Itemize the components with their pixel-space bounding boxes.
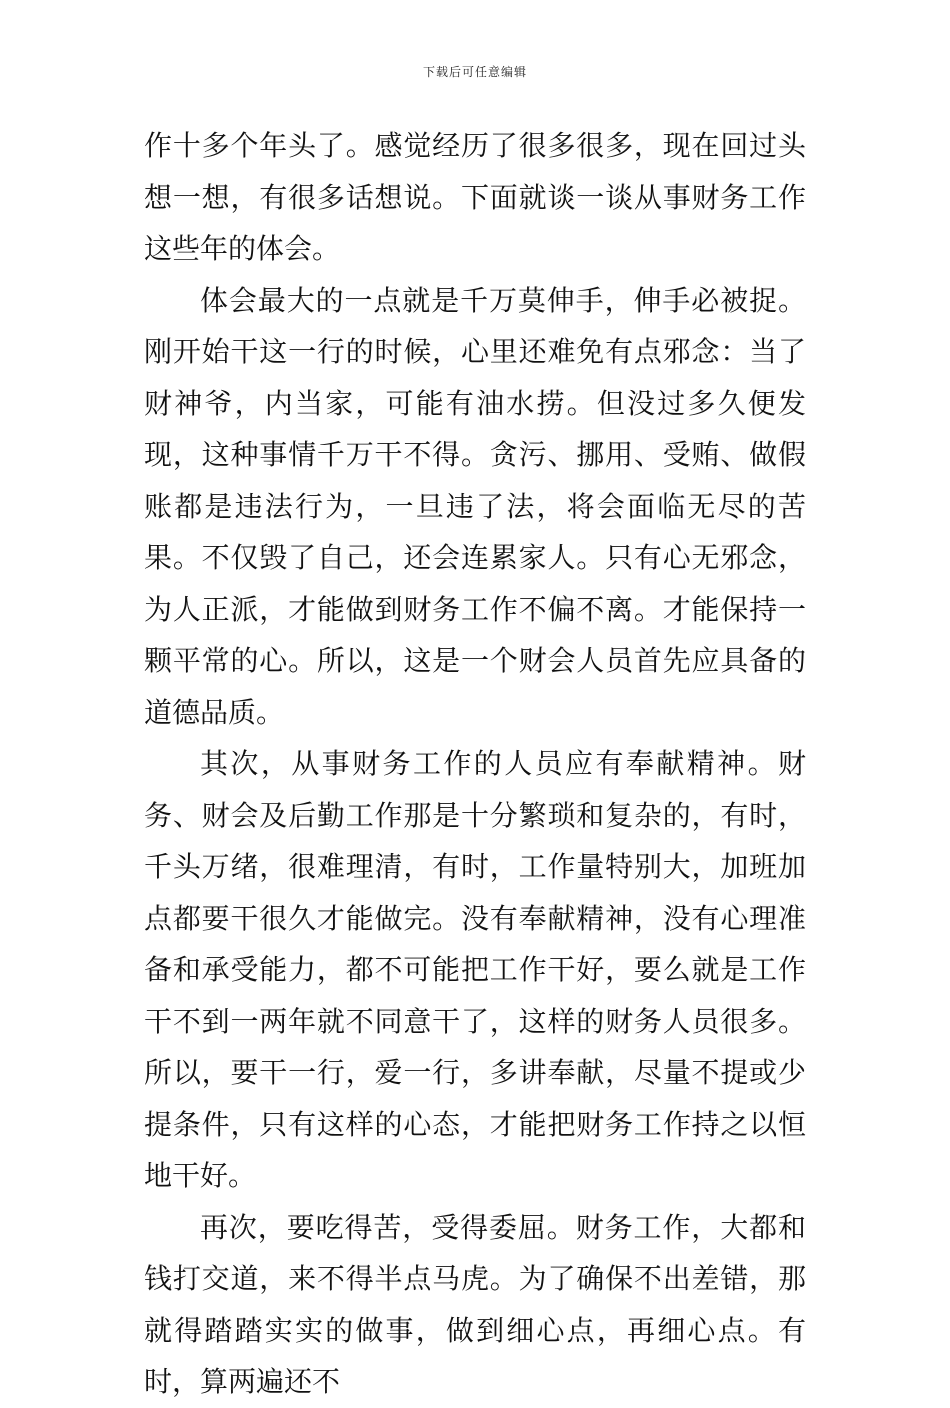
- paragraph-2: 体会最大的一点就是千万莫伸手，伸手必被捉。刚开始干这一行的时候，心里还难免有点邪念：当了财神爷，内当家，可能有油水捞。但没过多久便发现，这种事情千万干不得。贪污、挪用、受贿、做假账都是违法行为，一旦违了法，将会面临无尽的苦果。不仅毁了自己，还会连累家人。只有心无邪念，为人正派，才能做到财务工作不偏不离。才能保持一颗平常的心。所以，这是一个财会人员首先应具备的道德品质。: [144, 283, 806, 729]
- page-header: 下载后可任意编辑: [422, 65, 527, 79]
- paragraph-1: 作十多个年头了。感觉经历了很多很多，现在回过头想一想，有很多话想说。下面就谈一谈从事财务工作这些年的体会。: [144, 129, 806, 265]
- paragraph-4: 再次，要吃得苦，受得委屈。财务工作，大都和钱打交道，来不得半点马虎。为了确保不出差错，那就得踏踏实实的做事，做到细心点，再细心点。有时，算两遍还不: [144, 1210, 806, 1398]
- paragraph-3: 其次，从事财务工作的人员应有奉献精神。财务、财会及后勤工作那是十分繁琐和复杂的，有时，千头万绪，很难理清，有时，工作量特别大，加班加点都要干很久才能做完。没有奉献精神，没有心理准备和承受能力，都不可能把工作干好，要么就是工作干不到一两年就不同意干了，这样的财务人员很多。所以，要干一行，爱一行，多讲奉献，尽量不提或少提条件，只有这样的心态，才能把财务工作持之以恒地干好。: [144, 747, 806, 1192]
- document-body: [144, 120, 806, 1408]
